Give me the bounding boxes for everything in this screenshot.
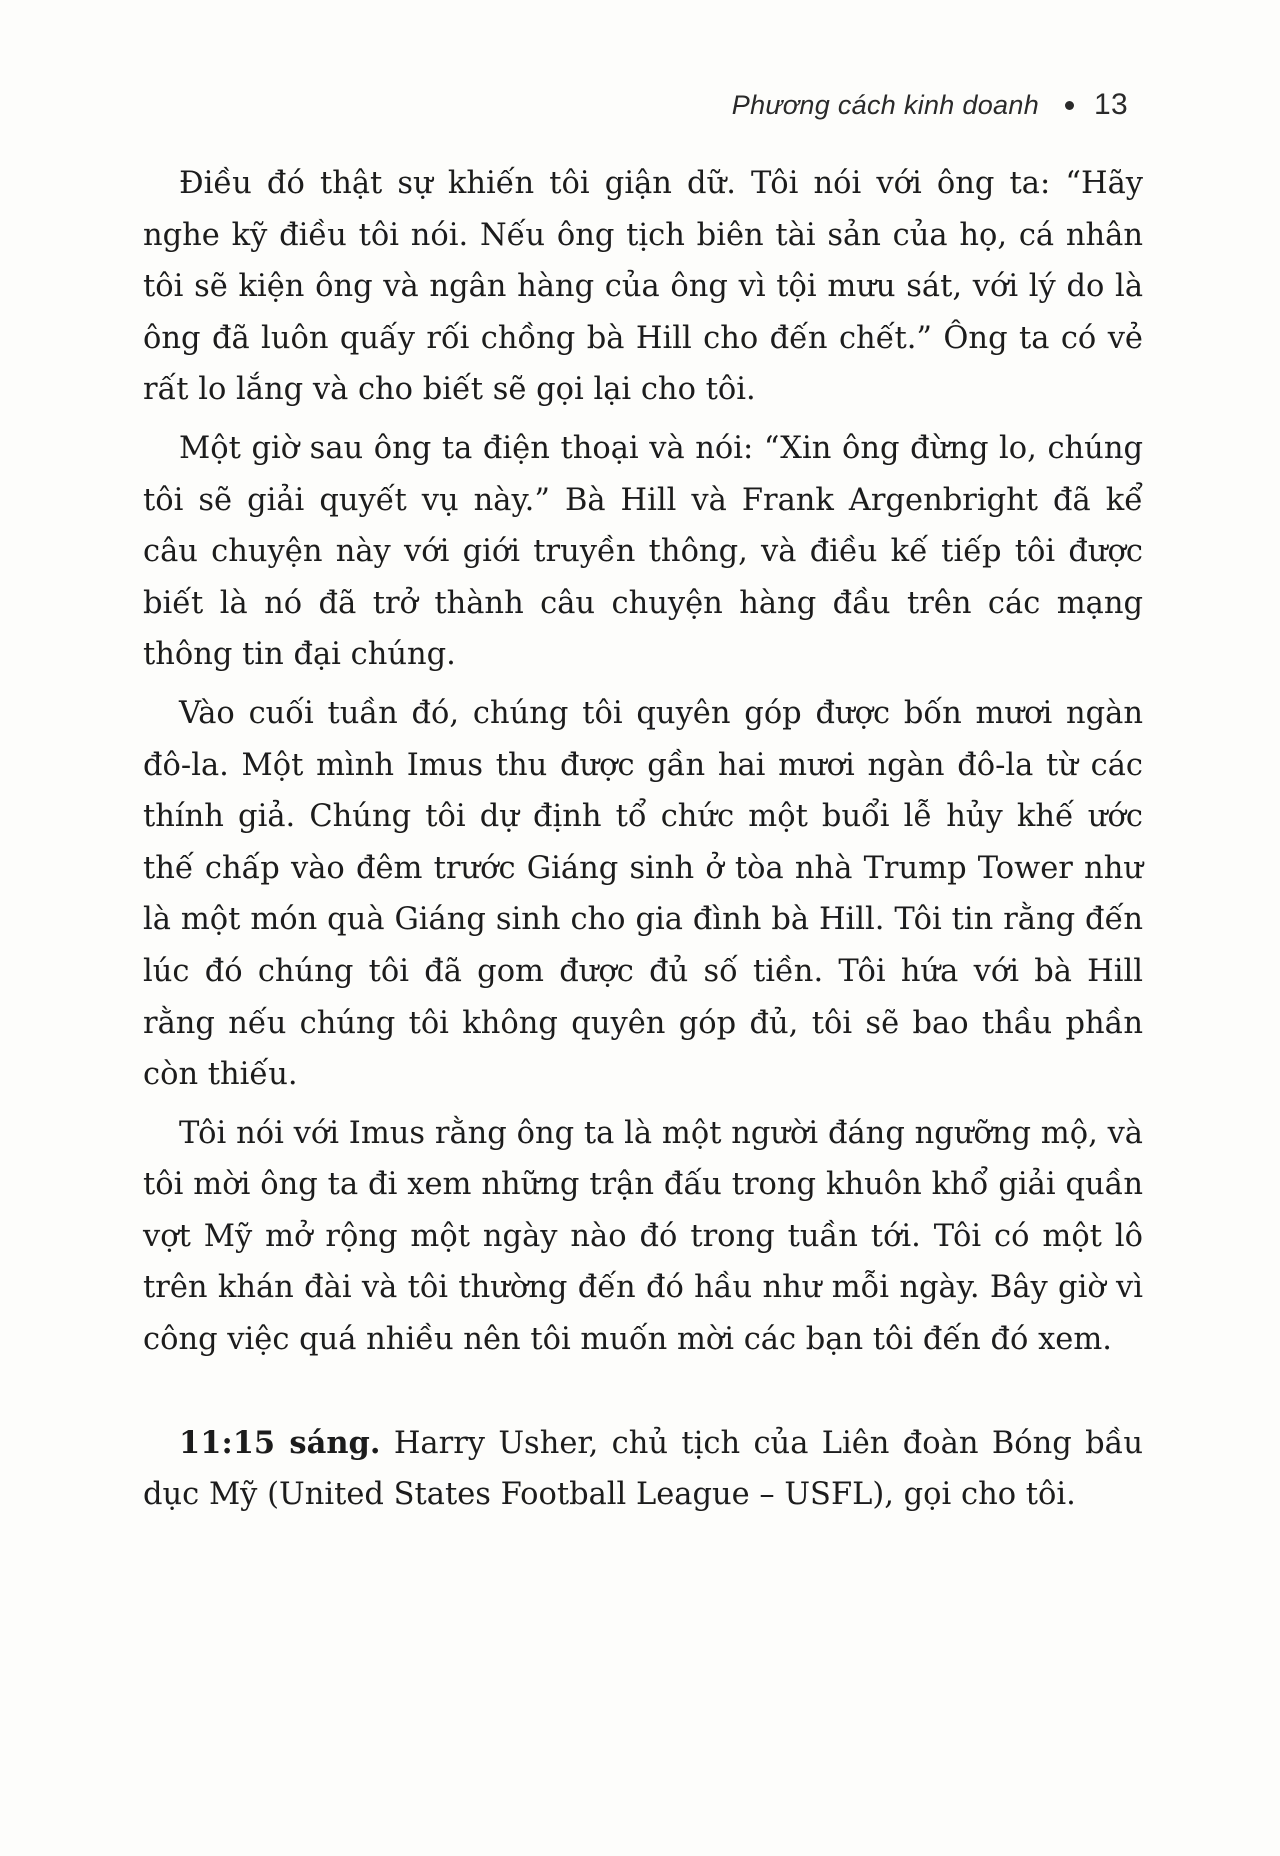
paragraph: Điều đó thật sự khiến tôi giận dữ. Tôi nói với ông ta: “Hãy nghe kỹ điều tôi nói. Nếu ông tịch biên tài sản của họ, cá nhân tôi sẽ kiện ông và ngân hàng của ông vì tội mưu sát, với lý do là ông đã luôn quấy rối chồng bà Hill cho đến chết.” Ông ta có vẻ rất lo lắng và cho biết sẽ gọi lại cho tôi.	[143, 166, 1143, 408]
entry-text: Harry Usher, chủ tịch của Liên đoàn Bóng bầu dục Mỹ (United States Football League – USFL), gọi cho tôi.	[143, 1425, 1143, 1513]
running-header	[732, 88, 1128, 122]
bullet-separator-icon	[1065, 101, 1074, 110]
diary-entry	[143, 1418, 1143, 1521]
entry-time: 11:15 sáng.	[179, 1424, 381, 1461]
paragraph: Một giờ sau ông ta điện thoại và nói: “Xin ông đừng lo, chúng tôi sẽ giải quyết vụ này.” Bà Hill và Frank Argenbright đã kể câu chuyện này với giới truyền thông, và điều kế tiếp tôi được biết là nó đã trở thành câu chuyện hàng đầu trên các mạng thông tin đại chúng.	[143, 430, 1143, 673]
body-text	[143, 158, 1143, 1528]
chapter-title: Phương cách kinh doanh	[731, 89, 1040, 120]
paragraph: Tôi nói với Imus rằng ông ta là một người đáng ngưỡng mộ, và tôi mời ông ta đi xem những trận đấu trong khuôn khổ giải quần vợt Mỹ mở rộng một ngày nào đó trong tuần tới. Tôi có một lô trên khán đài và tôi thường đến đó hầu như mỗi ngày. Bây giờ vì công việc quá nhiều nên tôi muốn mời các bạn tôi đến đó xem.	[143, 1115, 1143, 1358]
paragraph: Vào cuối tuần đó, chúng tôi quyên góp được bốn mươi ngàn đô-la. Một mình Imus thu được gần hai mươi ngàn đô-la từ các thính giả. Chúng tôi dự định tổ chức một buổi lễ hủy khế ước thế chấp vào đêm trước Giáng sinh ở tòa nhà Trump Tower như là một món quà Giáng sinh cho gia đình bà Hill. Tôi tin rằng đến lúc đó chúng tôi đã gom được đủ số tiền. Tôi hứa với bà Hill rằng nếu chúng tôi không quyên góp đủ, tôi sẽ bao thầu phần còn thiếu.	[143, 695, 1143, 1093]
page-number: 13	[1094, 88, 1128, 121]
